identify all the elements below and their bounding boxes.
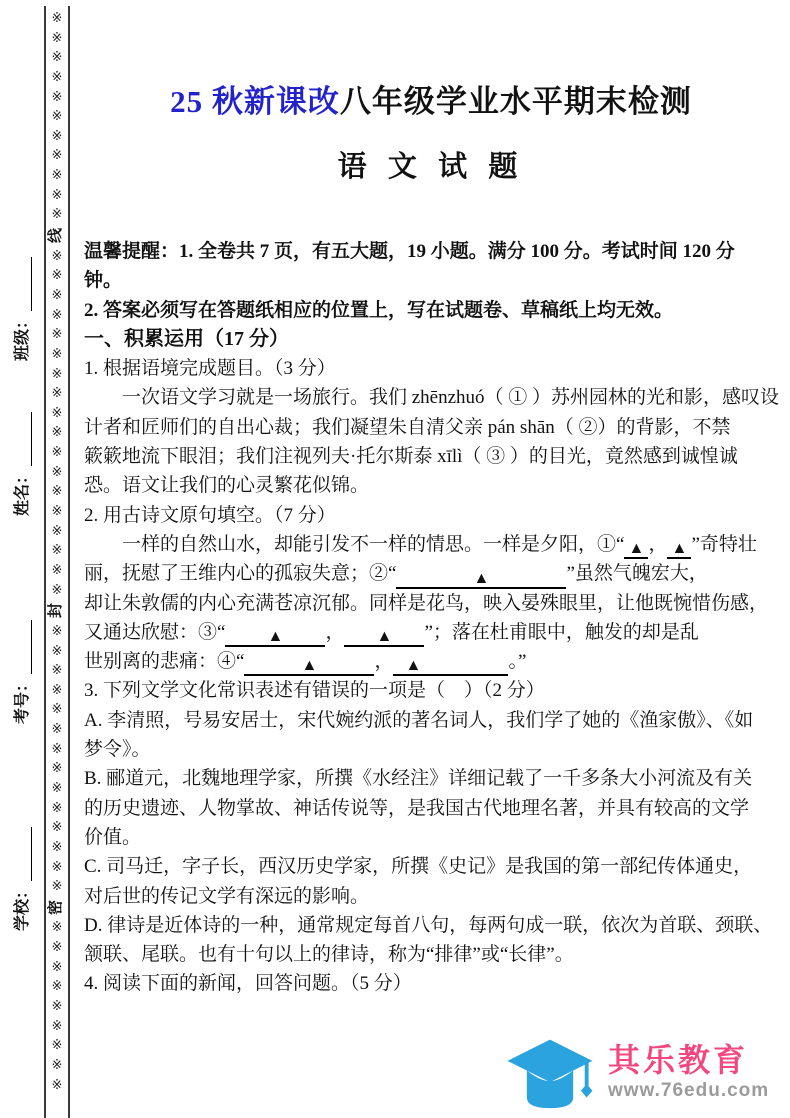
body-line [84,354,778,383]
body-line [84,823,778,852]
body-line [84,647,778,676]
seal-label-blank [16,827,32,881]
seal-mark: ※ [51,327,63,343]
page-title [84,76,778,121]
text-segment: 恐。语文让我们的心灵繁花似锦。 [84,475,370,497]
seal-mark: ※ [51,1038,63,1054]
seal-mark: ※ [51,859,63,875]
title-highlight: 25 秋新课改 [170,84,340,119]
seal-mark: ※ [51,940,63,956]
seal-mark: ※ [51,366,63,382]
title-rest: 八年级学业水平期末检测 [339,84,692,119]
seal-mark: ※ [51,248,63,264]
answer-blank: ▲ [396,567,566,589]
body-line [84,852,778,881]
text-segment: 。” [508,651,527,673]
text-segment: 却让朱敦儒的内心充满苍凉沉郁。同样是花鸟，映入晏殊眼里，让他既惋惜伤感， [84,592,769,614]
body-line [84,589,778,618]
seal-mark: ※ [51,268,63,284]
seal-mark: ※ [51,761,63,777]
seal-mark: ※ [51,979,63,995]
body-line [84,471,778,500]
seal-mark: ※ [51,523,63,539]
seal-mark: ※ [51,820,63,836]
seal-mark: ※ [51,702,63,718]
seal-mark: ※ [51,999,63,1015]
seal-mark: ※ [51,682,63,698]
seal-label-text: 姓名： [14,467,31,516]
seal-label-text: 班级： [14,312,31,361]
text-segment: 2. 答案必须写在答题纸相应的位置上，写在试题卷、草稿纸上均无效。 [84,299,674,321]
text-segment: ， [648,533,668,555]
body-line [84,325,778,354]
answer-blank: ▲ [244,654,374,676]
seal-label-blank [16,257,32,311]
body-line [84,618,778,647]
body-line [84,383,778,412]
text-segment: 世别离的悲痛：④“ [84,651,245,673]
text-segment: 颔联、尾联。也有十句以上的律诗，称为“排律”或“长律”。 [84,944,574,966]
seal-mark: ※ [51,582,63,598]
seal-label [10,819,32,931]
body-line [84,413,778,442]
seal-mark: ※ [51,543,63,559]
text-segment: 的历史遗迹、人物掌故、神话传说等，是我国古代地理名著，并具有较高的文学 [84,797,750,819]
text-segment: A. 李清照，号易安居士，宋代婉约派的著名词人，我们学了她的《渔家傲》、《如 [84,709,754,731]
seal-mark: ※ [51,623,63,639]
text-segment: 一次语文学习就是一场旅行。我们 zhēnzhuó（ ① ）苏州园林的光和影，感叹设 [122,387,780,409]
seal-character: 封 [48,603,65,619]
seal-mark: ※ [51,168,63,184]
body-line [84,559,778,588]
text-segment: C. 司马迁，字子长，西汉历史学家，所撰《史记》是我国的第一部纪传体通史， [84,856,753,878]
body-line [84,676,778,705]
text-segment: 3. 下列文学文化常识表述有错误的一项是（ ）（2 分） [84,680,545,702]
body-line [84,882,778,911]
body-line [84,735,778,764]
seal-mark: ※ [51,1018,63,1034]
seal-mark: ※ [51,89,63,105]
seal-mark: ※ [51,920,63,936]
seal-label-text: 学校： [14,882,31,931]
seal-label [10,249,32,361]
seal-mark: ※ [51,307,63,323]
seal-label-blank [16,412,32,466]
seal-mark: ※ [51,959,63,975]
footer-logo [500,1028,785,1113]
seal-character: 密 [48,899,65,915]
seal-mark: ※ [51,148,63,164]
text-segment: 对后世的传记文学有深远的影响。 [84,885,370,907]
text-segment: 计者和匠师们的自出心裁；我们凝望朱自清父亲 pán shān（ ②）的背影，不禁 [84,416,731,438]
seal-mark: ※ [51,780,63,796]
text-segment: 簌簌地流下眼泪；我们注视列夫·托尔斯泰 xīlì（ ③ ）的目光，竟然感到诚惶诚 [84,446,738,468]
seal-mark: ※ [51,109,63,125]
text-segment: ”；落在杜甫眼中，触发的却是乱 [424,621,699,643]
subject-title: 语 文 试 题 [337,151,525,183]
seal-mark: ※ [51,30,63,46]
answer-blank: ▲ [624,537,648,559]
seal-labels [0,0,45,1118]
seal-mark: ※ [51,464,63,480]
text-segment: ， [374,651,394,673]
body-text [84,237,778,999]
text-segment: 2. 用古诗文原句填空。（7 分） [84,504,336,526]
seal-mark: ※ [51,445,63,461]
text-segment: 一样的自然山水，却能引发不一样的情思。一样是夕阳，①“ [122,533,625,555]
seal-mark: ※ [51,562,63,578]
text-segment: ”虽然气魄宏大， [566,563,708,585]
seal-mark: ※ [51,405,63,421]
seal-label-text: 考号： [14,675,31,724]
answer-blank: ▲ [225,625,325,647]
text-segment: D. 律诗是近体诗的一种，通常规定每首八句，每两句成一联，依次为首联、颈联、 [84,914,773,936]
body-line [84,911,778,940]
answer-blank: ▲ [344,625,424,647]
text-segment: 钟。 [84,270,123,292]
body-line [84,940,778,969]
seal-mark: ※ [51,504,63,520]
text-segment: 价值。 [84,826,142,848]
seal-mark: ※ [51,11,63,26]
text-segment: ”奇特壮 [691,533,757,555]
body-line [84,530,778,559]
seal-mark: ※ [51,1077,63,1093]
answer-blank: ▲ [667,537,691,559]
body-line [84,442,778,471]
body-line [84,296,778,325]
seal-mark: ※ [51,800,63,816]
seal-mark: ※ [51,69,63,85]
body-line [84,266,778,295]
seal-label-blank [16,620,32,674]
body-line [84,764,778,793]
text-segment: 1. 根据语境完成题目。（3 分） [84,358,336,380]
seal-label [10,612,32,724]
seal-mark: ※ [51,643,63,659]
seal-mark: ※ [51,346,63,362]
text-segment: 温馨提醒：1. 全卷共 7 页，有五大题，19 小题。满分 100 分。考试时间 120 分 [84,241,735,262]
seal-mark: ※ [51,187,63,203]
body-line [84,501,778,530]
seal-mark: ※ [51,741,63,757]
seal-mark: ※ [51,839,63,855]
seal-label [10,404,32,516]
seal-mark: ※ [51,50,63,66]
seal-mark: ※ [51,386,63,402]
seal-marks-column [45,12,69,1092]
seal-mark: ※ [51,207,63,223]
text-segment: 一、积累运用（17 分） [84,327,289,350]
seal-mark: ※ [51,663,63,679]
seal-character: 线 [48,228,65,244]
text-segment: ， [325,621,345,643]
seal-mark: ※ [51,484,63,500]
body-line [84,794,778,823]
text-segment: 丽，抚慰了王维内心的孤寂失意；②“ [84,563,397,585]
body-line [84,969,778,998]
seal-mark: ※ [51,1057,63,1073]
seal-mark: ※ [51,128,63,144]
text-segment: 又通达欣慰：③“ [84,621,226,643]
logo-text [608,1040,769,1102]
answer-blank: ▲ [393,654,508,676]
seal-mark: ※ [51,879,63,895]
graduation-cap-icon [500,1030,600,1112]
seal-mark: ※ [51,425,63,441]
logo-url: www.76edu.com [608,1079,770,1101]
body-line [84,237,778,266]
seal-mark: ※ [51,722,63,738]
body-line [84,706,778,735]
seal-mark: ※ [51,287,63,303]
text-segment: 梦令》。 [84,739,151,761]
text-segment: B. 郦道元，北魏地理学家，所撰《水经注》详细记载了一千多条大小河流及有关 [84,768,753,790]
text-segment: 4. 阅读下面的新闻，回答问题。（5 分） [84,973,412,995]
logo-name: 其乐教育 [608,1041,749,1078]
